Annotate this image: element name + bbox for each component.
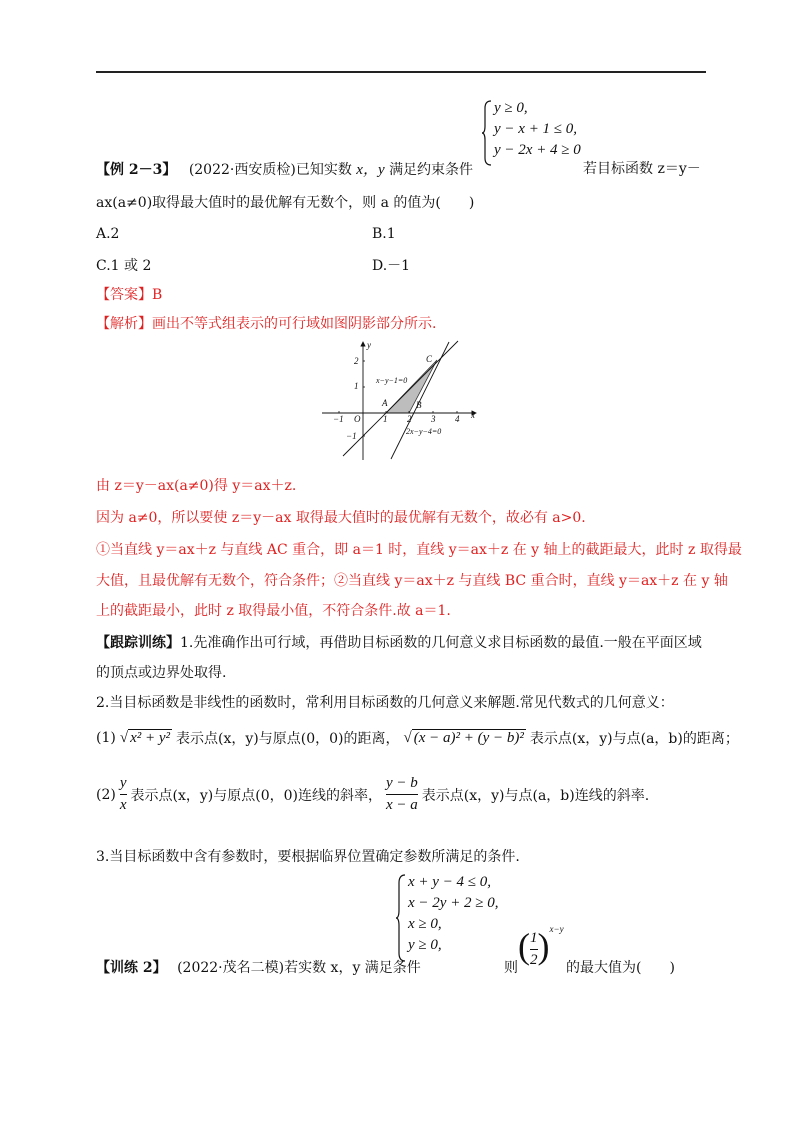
option-b: B.1 <box>372 226 396 242</box>
training-text-a: 若实数 x，y 满足条件 <box>284 960 421 976</box>
training-line <box>96 957 421 977</box>
example-line-2: ax(a≠0)取得最大值时的最优解有无数个，则 a 的值为( ) <box>96 195 475 211</box>
t-constraint-4: y ≥ 0, <box>408 937 442 953</box>
option-d: D.－1 <box>372 258 411 274</box>
x-tick-3: 3 <box>431 414 436 424</box>
item2-text1: 表示点(x，y)与原点(0，0)连线的斜率， <box>130 787 382 804</box>
point-a-label: A <box>382 398 388 408</box>
half-den: 2 <box>530 952 538 968</box>
frac1-num: y <box>119 775 127 791</box>
y-axis-label: y <box>367 340 371 350</box>
example-text-c: 若目标函数 z＝y－ <box>583 161 701 177</box>
analysis-p1: 由 z＝y－ax(a≠0)得 y＝ax＋z. <box>96 478 297 494</box>
training-label: 【训练 2】 <box>96 960 167 976</box>
training-tail: 的最大值为( ) <box>566 960 675 976</box>
follow-p1-text: 1.先准确作出可行域，再借助目标函数的几何意义求目标函数的最值.一般在平面区域 <box>180 635 702 651</box>
option-c: C.1 或 2 <box>96 258 152 274</box>
analysis-p3-line3: 上的截距最小，此时 z 取得最小值，不符合条件.故 a＝1. <box>96 603 451 619</box>
line-label-2: 2x−y−4=0 <box>406 427 442 436</box>
fraction-half <box>530 930 538 969</box>
point-b-label: B <box>416 400 422 410</box>
sqrt-expr-2: √ (x − a)² + (y − b)² <box>403 730 524 746</box>
frac2-den: x − a <box>385 797 418 813</box>
x-tick-2: 2 <box>407 414 412 424</box>
example-vars: x，y <box>356 162 385 178</box>
analysis-p3-line2: 大值，且最优解有无数个，符合条件；②当直线 y＝ax＋z 与直线 BC 重合时，直线 y＝ax＋z 在 y 轴 <box>96 573 728 589</box>
sqrt-expr-1: √ x² + y² <box>119 730 171 746</box>
fraction-y-over-x <box>120 775 127 814</box>
follow-p2: 2.当目标函数是非线性的函数时，常利用目标函数的几何意义来解题.常见代数式的几何意义： <box>96 695 674 711</box>
left-brace-icon <box>482 100 492 166</box>
constraint-2: y − x + 1 ≤ 0, <box>494 121 578 137</box>
item2-num: (2) <box>96 786 116 803</box>
x-axis-label: x <box>471 410 475 420</box>
t-constraint-2: x − 2y + 2 ≥ 0, <box>408 895 499 911</box>
example-line-1 <box>96 158 473 179</box>
training-source: (2022·茂名二模) <box>177 960 285 976</box>
t-constraint-1: x + y − 4 ≤ 0, <box>408 874 492 890</box>
sqrt-expr-1-content: x² + y² <box>130 730 171 746</box>
frac2-num: y − b <box>385 775 418 791</box>
y-tick-neg1: −1 <box>346 431 357 441</box>
paren-open: ( <box>518 926 530 966</box>
example-text-a: 已知实数 <box>295 162 352 178</box>
answer <box>96 284 162 304</box>
training-then: 则 <box>504 960 518 976</box>
point-c-label: C <box>426 354 433 364</box>
constraint-3: y − 2x + 4 ≥ 0 <box>494 142 581 158</box>
follow-item-2 <box>96 775 649 814</box>
analysis-p2: 因为 a≠0，所以要使 z＝y－ax 取得最大值时的最优解有无数个，故必有 a>0. <box>96 510 586 526</box>
t-constraint-3: x ≥ 0, <box>408 916 442 932</box>
power-expression <box>518 924 564 969</box>
option-a: A.2 <box>96 226 120 242</box>
origin-label: O <box>354 414 361 424</box>
exponent: x−y <box>549 924 564 934</box>
x-tick-1: 1 <box>383 414 388 424</box>
answer-value: B <box>152 287 163 303</box>
analysis-p3-line1: ①当直线 y＝ax＋z 与直线 AC 重合，即 a＝1 时，直线 y＝ax＋z 在 y 轴上的截距最大，此时 z 取得最 <box>96 542 742 558</box>
answer-tag: 【答案】 <box>96 287 152 303</box>
item1-text2: 表示点(x，y)与点(a，b)的距离； <box>529 731 739 747</box>
y-tick-1: 1 <box>354 381 359 391</box>
example-text-b: 满足约束条件 <box>389 162 474 178</box>
follow-p1-line1 <box>96 632 702 652</box>
item2-text2: 表示点(x，y)与点(a，b)连线的斜率. <box>421 787 650 804</box>
half-num: 1 <box>530 930 538 946</box>
item1-num: (1) <box>96 730 116 746</box>
item1-text1: 表示点(x，y)与原点(0，0)的距离， <box>176 731 400 747</box>
follow-item-1 <box>96 728 739 748</box>
constraint-1: y ≥ 0, <box>494 100 528 116</box>
line-label-1: x−y−1=0 <box>376 376 408 385</box>
example-source: (2022·西安质检) <box>188 162 296 178</box>
analysis-intro <box>96 313 436 333</box>
analysis-text: 画出不等式组表示的可行域如图阴影部分所示. <box>152 316 437 332</box>
follow-p3: 3.当目标函数中含有参数时，要根据临界位置确定参数所满足的条件. <box>96 849 520 865</box>
follow-tag: 【跟踪训练】 <box>96 635 180 651</box>
paren-close: ) <box>537 926 550 966</box>
x-tick-4: 4 <box>455 414 460 424</box>
analysis-tag: 【解析】 <box>96 316 152 332</box>
feasible-region-graph <box>318 338 488 464</box>
frac1-den: x <box>119 797 127 813</box>
fraction-slope <box>386 775 418 814</box>
left-brace-icon-2 <box>396 874 406 962</box>
example-label: 【例 2－3】 <box>96 162 177 178</box>
x-tick-neg1: −1 <box>333 414 344 424</box>
y-tick-2: 2 <box>354 356 359 366</box>
sqrt-expr-2-content: (x − a)² + (y − b)² <box>413 730 524 746</box>
follow-p1-line2: 的顶点或边界处取得. <box>96 665 227 681</box>
top-rule <box>96 71 706 73</box>
